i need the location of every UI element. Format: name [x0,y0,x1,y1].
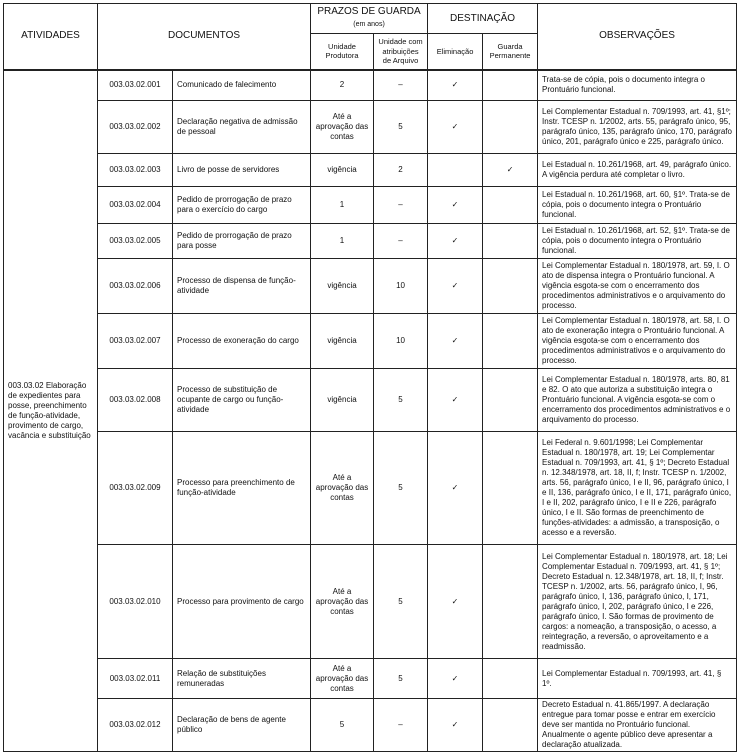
header-observacoes: OBSERVAÇÕES [538,4,737,70]
table-row [4,70,737,101]
document-name: Declaração negativa de admissão de pessoal [173,101,311,154]
observacao-text: Lei Complementar Estadual n. 180/1978, art. 18; Lei Complementar Estadual n. 709/1993, art. 41, § 1º; Decreto Estadual n. 12.348/1978, art. 18, II, f; Instr. TCESP n. 1/2002, arts. 56, parágrafo único, I, 96, parágrafo único, I, 136, parágrafo único, I, 171, parágrafo único, I, 202, parágrafo único, I e 226, parágrafo único, I. São formas de provimento de cargos: a nomeação, a transposição, o acesso, a reintegração, a reversão, o aproveitamento e a readmissão. [538,545,737,659]
unidade-produtora-value: 1 [311,224,374,259]
document-name: Processo de exoneração do cargo [173,314,311,369]
unidade-produtora-value: Até a aprovação das contas [311,545,374,659]
activity-cell: 003.03.02 Elaboração de expedientes para posse, preenchimento de função-atividade, provimento de cargo, vacância e substituição [4,70,98,752]
guarda-permanente-check [483,659,538,699]
document-name: Relação de substituições remuneradas [173,659,311,699]
eliminacao-check: ✓ [428,314,483,369]
unidade-arquivo-value: 5 [374,101,428,154]
header-prazos-title: PRAZOS DE GUARDA [317,6,421,17]
eliminacao-check: ✓ [428,101,483,154]
eliminacao-check: ✓ [428,432,483,545]
eliminacao-check: ✓ [428,224,483,259]
unidade-produtora-value: Até a aprovação das contas [311,659,374,699]
table-row [4,369,737,432]
table-row [4,432,737,545]
guarda-permanente-check [483,314,538,369]
table-row [4,314,737,369]
guarda-permanente-check [483,101,538,154]
guarda-permanente-check [483,224,538,259]
unidade-arquivo-value: – [374,70,428,101]
document-code: 003.03.02.011 [98,659,173,699]
table-row [4,699,737,752]
header-atividades: ATIVIDADES [4,4,98,70]
document-code: 003.03.02.010 [98,545,173,659]
document-code: 003.03.02.008 [98,369,173,432]
header-prazos [311,4,428,34]
eliminacao-check: ✓ [428,187,483,224]
eliminacao-check: ✓ [428,659,483,699]
unidade-produtora-value: 1 [311,187,374,224]
observacao-text: Trata-se de cópia, pois o documento integra o Prontuário funcional. [538,70,737,101]
unidade-produtora-value: vigência [311,369,374,432]
table-row [4,187,737,224]
guarda-permanente-check: ✓ [483,154,538,187]
eliminacao-check: ✓ [428,545,483,659]
guarda-permanente-check [483,432,538,545]
unidade-arquivo-value: – [374,187,428,224]
unidade-produtora-value: vigência [311,259,374,314]
document-code: 003.03.02.007 [98,314,173,369]
document-code: 003.03.02.005 [98,224,173,259]
document-code: 003.03.02.006 [98,259,173,314]
guarda-permanente-check [483,70,538,101]
eliminacao-check: ✓ [428,259,483,314]
observacao-text: Lei Complementar Estadual n. 709/1993, art. 41, §1º; Instr. TCESP n. 1/2002, arts. 55, parágrafo único, 95, parágrafo único, 135, parágrafo único, 170, parágrafo único, 201, parágrafo único e 225, parágrafo único. [538,101,737,154]
document-code: 003.03.02.009 [98,432,173,545]
header-unidade-arquivo: Unidade com atribuições de Arquivo [374,34,428,70]
eliminacao-check: ✓ [428,369,483,432]
table-row [4,545,737,659]
eliminacao-check: ✓ [428,699,483,752]
unidade-arquivo-value: – [374,699,428,752]
unidade-produtora-value: vigência [311,314,374,369]
document-name: Processo de substituição de ocupante de cargo ou função-atividade [173,369,311,432]
document-name: Livro de posse de servidores [173,154,311,187]
header-destinacao: DESTINAÇÃO [428,4,538,34]
unidade-arquivo-value: 5 [374,432,428,545]
eliminacao-check: ✓ [428,70,483,101]
document-code: 003.03.02.001 [98,70,173,101]
unidade-produtora-value: Até a aprovação das contas [311,101,374,154]
unidade-produtora-value: Até a aprovação das contas [311,432,374,545]
unidade-produtora-value: 5 [311,699,374,752]
document-name: Comunicado de falecimento [173,70,311,101]
document-name: Pedido de prorrogação de prazo para o exercício do cargo [173,187,311,224]
unidade-produtora-value: vigência [311,154,374,187]
unidade-arquivo-value: 5 [374,659,428,699]
unidade-arquivo-value: 5 [374,545,428,659]
document-code: 003.03.02.003 [98,154,173,187]
document-name: Processo para provimento de cargo [173,545,311,659]
unidade-arquivo-value: 5 [374,369,428,432]
temporality-table [3,3,737,752]
guarda-permanente-check [483,187,538,224]
observacao-text: Lei Complementar Estadual n. 709/1993, art. 41, § 1º. [538,659,737,699]
eliminacao-check [428,154,483,187]
table-row [4,224,737,259]
document-code: 003.03.02.004 [98,187,173,224]
table-row [4,259,737,314]
observacao-text: Decreto Estadual n. 41.865/1997. A declaração entregue para tomar posse e entrar em exercício deve ser mantida no Prontuário funcional. Anualmente o agente público deve apresentar a declaração atualizada. [538,699,737,752]
table-row [4,101,737,154]
document-code: 003.03.02.012 [98,699,173,752]
guarda-permanente-check [483,369,538,432]
document-code: 003.03.02.002 [98,101,173,154]
unidade-arquivo-value: 2 [374,154,428,187]
observacao-text: Lei Complementar Estadual n. 180/1978, arts. 80, 81 e 82. O ato que autoriza a substituição integra o Prontuário funcional. A vigência esgota-se com o encerramento dos procedimentos administrativos e o arquivamento do processo. [538,369,737,432]
document-name: Declaração de bens de agente público [173,699,311,752]
unidade-arquivo-value: 10 [374,314,428,369]
observacao-text: Lei Estadual n. 10.261/1968, art. 52, §1º. Trata-se de cópia, pois o documento integra o Prontuário funcional. [538,224,737,259]
guarda-permanente-check [483,259,538,314]
unidade-arquivo-value: – [374,224,428,259]
observacao-text: Lei Complementar Estadual n. 180/1978, art. 58, I. O ato de exoneração integra o Prontuário funcional. A vigência esgota-se com o encerramento dos procedimentos administrativos e o arquivamento do processo. [538,314,737,369]
observacao-text: Lei Complementar Estadual n. 180/1978, art. 59, I. O ato de dispensa integra o Prontuário funcional. A vigência esgota-se com o encerramento dos procedimentos administrativos e o arquivamento do processo. [538,259,737,314]
document-name: Processo de dispensa de função-atividade [173,259,311,314]
header-prazos-sub: (em anos) [353,21,385,28]
guarda-permanente-check [483,545,538,659]
header-unidade-produtora: Unidade Produtora [311,34,374,70]
header-eliminacao: Eliminação [428,34,483,70]
unidade-produtora-value: 2 [311,70,374,101]
header-guarda: Guarda Permanente [483,34,538,70]
header-documentos: DOCUMENTOS [98,4,311,70]
document-name: Processo para preenchimento de função-atividade [173,432,311,545]
document-name: Pedido de prorrogação de prazo para posse [173,224,311,259]
observacao-text: Lei Estadual n. 10.261/1968, art. 60, §1º. Trata-se de cópia, pois o documento integra o Prontuário funcional. [538,187,737,224]
table-row [4,154,737,187]
table-row [4,659,737,699]
unidade-arquivo-value: 10 [374,259,428,314]
guarda-permanente-check [483,699,538,752]
observacao-text: Lei Federal n. 9.601/1998; Lei Complementar Estadual n. 180/1978, art. 19; Lei Complementar Estadual n. 709/1993, art. 41, § 1º; Decreto Estadual n. 12.348/1978, art. 18, II, f; Instr. TCESP n. 1/2002, arts. 56, parágrafo único, I e II, 96, parágrafo único, I e II, 136, parágrafo único, I e II, 171, parágrafo único, I e II, 202, parágrafo único, I e II e 226, parágrafo único, I e II. São formas de preenchimento de funções-atividades: a admissão, a transposição, o acesso e a reversão. [538,432,737,545]
observacao-text: Lei Estadual n. 10.261/1968, art. 49, parágrafo único. A vigência perdura até completar o livro. [538,154,737,187]
